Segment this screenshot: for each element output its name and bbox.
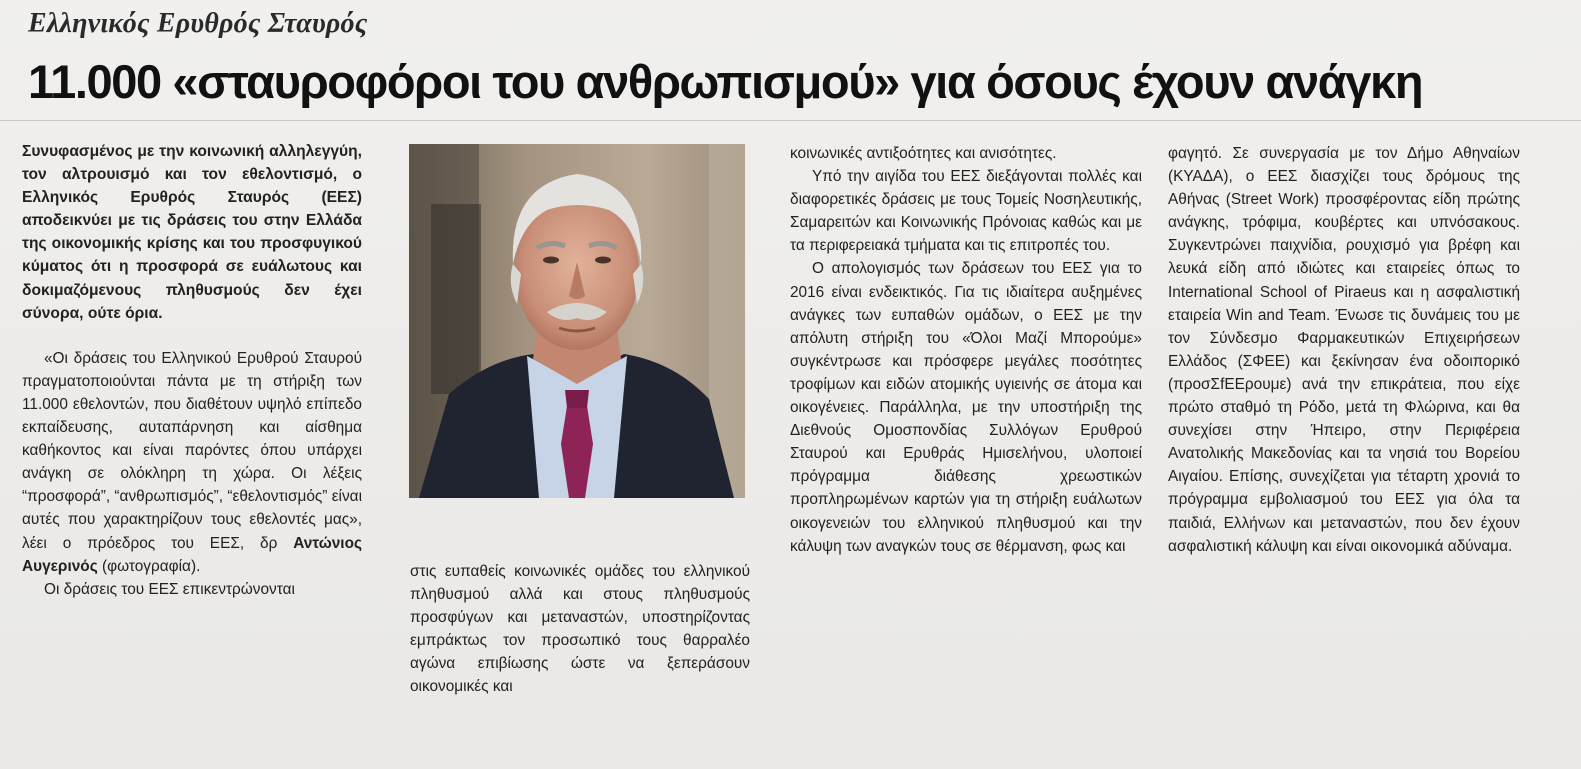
article-column-4 — [1168, 142, 1520, 558]
president-name: Αντώνιος Αυγερινός — [22, 534, 362, 575]
quote-text: «Οι δράσεις του Ελληνικού Ερυθρού Σταυρού πραγματοποιούνται πάντα με τη στήριξη των 11.000 εθελοντών, που διαθέτουν υψηλό επίπεδο εκπαίδευσης, αυταπάρνηση και αίσθημα καθήκοντος και είναι παρόντες όπου υπάρχει ανάγκη σε ολόκληρη τη χώρα. Οι λέξεις “προσφορά”, “ανθρωπισμός”, “εθελοντισμός” είναι αυτές που χαρακτηρίζουν τους εθελοντές μας», λέει ο πρόεδρος του ΕΕΣ, δρ — [22, 349, 362, 552]
section-kicker: Ελληνικός Ερυθρός Σταυρός — [28, 8, 368, 39]
report-paragraph: Ο απολογισμός των δράσεων του ΕΕΣ για το 2016 είναι ενδεικτικός. Για τις ιδιαίτερα αυξημένες ανάγκες των ευπαθών ομάδων, ο ΕΕΣ με την απόλυτη στήριξη του «Όλοι Μαζί Μπορούμε» συγκέντρωσε και πρόσφερε μεγάλες ποσότητες τροφίμων και ειδών ατομικής υγιεινής σε άτομα και οικογένειες. Παράλληλα, με την υποστήριξη της Διεθνούς Ομοσπονδίας Συλλόγων Ερυθρού Σταυρού και Ερυθράς Ημισελήνου, υλοποιεί πρόγραμμα διάθεσης χρεωστικών προπληρωμένων καρτών για τη στήριξη ευάλωτων οικογενειών του ελληνικού πληθυσμού και την κάλυψη των αναγκών τους σε θέρμανση, φως και — [790, 260, 1142, 555]
article-lead: Συνυφασμένος με την κοινωνική αλληλεγγύη, τον αλτρουισμό και τον εθελοντισμό, ο Ελληνικός Ερυθρός Σταυρός (ΕΕΣ) αποδεικνύει με τις δράσεις του στην Ελλάδα της οικονομικής κρίσης και του προσφυγικού κύματος ότι η προσφορά σε ευάλωτους και δοκιμαζόμενους πληθυσμούς δεν έχει σύνορα, ούτε όρια. — [22, 143, 362, 322]
quote-paragraph — [22, 347, 362, 578]
programs-paragraph: Υπό την αιγίδα του ΕΕΣ διεξάγονται πολλές και διαφορετικές δράσεις με τους Τομείς Νοσηλευτικής, Σαμαρειτών και Κοινωνικής Πρόνοιας καθώς και με τα περιφερειακά τμήματα και τις επιτροπές του. — [790, 168, 1142, 255]
article-headline: 11.000 «σταυροφόροι του ανθρωπισμού» για όσους έχουν ανάγκη — [28, 55, 1423, 108]
header-divider — [0, 120, 1581, 121]
article-column-3 — [790, 142, 1142, 558]
report-paragraph-continued: φαγητό. Σε συνεργασία με τον Δήμο Αθηναίων (ΚΥΑΔΑ), ο ΕΕΣ διασχίζει τους δρόμους της Αθήνας (Street Work) προσφέροντας είδη πρώτης ανάγκης, τρόφιμα, κουβέρτες και υπνόσακους. Συγκεντρώνει παιχνίδια, ρουχισμό για βρέφη και λευκά είδη από ιδιώτες και εταιρείες όπως το International School of Piraeus και η ασφαλιστική εταιρεία Win and Team. Ένωσε τις δυνάμεις του με τον Σύνδεσμο Φαρμακευτικών Επιχειρήσεων Ελλάδος (ΣΦΕΕ) και ξεκίνησαν ένα οδοιπορικό (προσΣfΕΕρουμε) ανά την επικράτεια, που είχε πρώτο σταθμό τη Ρόδο, μετά τη Φλώρινα, και θα συνεχίσει στην Ήπειρο, στην Περιφέρεια Ανατολικής Μακεδονίας και τα νησιά του Βορείου Αιγαίου. Επίσης, συνεχίζεται για τέταρτη χρονιά το πρόγραμμα εμβολιασμού του ΕΕΣ για όλα τα παιδιά, Ελλήνων και μεταναστών, που δεν έχουν ασφαλιστική κάλυψη και είναι οικονομικά αδύναμα. — [1168, 145, 1520, 555]
portrait-illustration — [409, 144, 745, 498]
article-column-1 — [22, 140, 362, 601]
president-photo — [409, 144, 745, 498]
actions-paragraph-start: Οι δράσεις του ΕΕΣ επικεντρώνονται — [44, 580, 295, 598]
actions-paragraph-end: κοινωνικές αντιξοότητες και ανισότητες. — [790, 145, 1057, 162]
article-column-2 — [410, 560, 750, 699]
photo-reference: (φωτογραφία). — [97, 557, 201, 575]
actions-paragraph-continued: στις ευπαθείς κοινωνικές ομάδες του ελληνικού πληθυσμού αλλά και στους πληθυσμούς προσφύγων και μεταναστών, υποστηρίζοντας εμπράκτως τον προσωπικό τους θαρραλέο αγώνα επιβίωσης ώστε να ξεπεράσουν οικονομικές και — [410, 563, 750, 696]
